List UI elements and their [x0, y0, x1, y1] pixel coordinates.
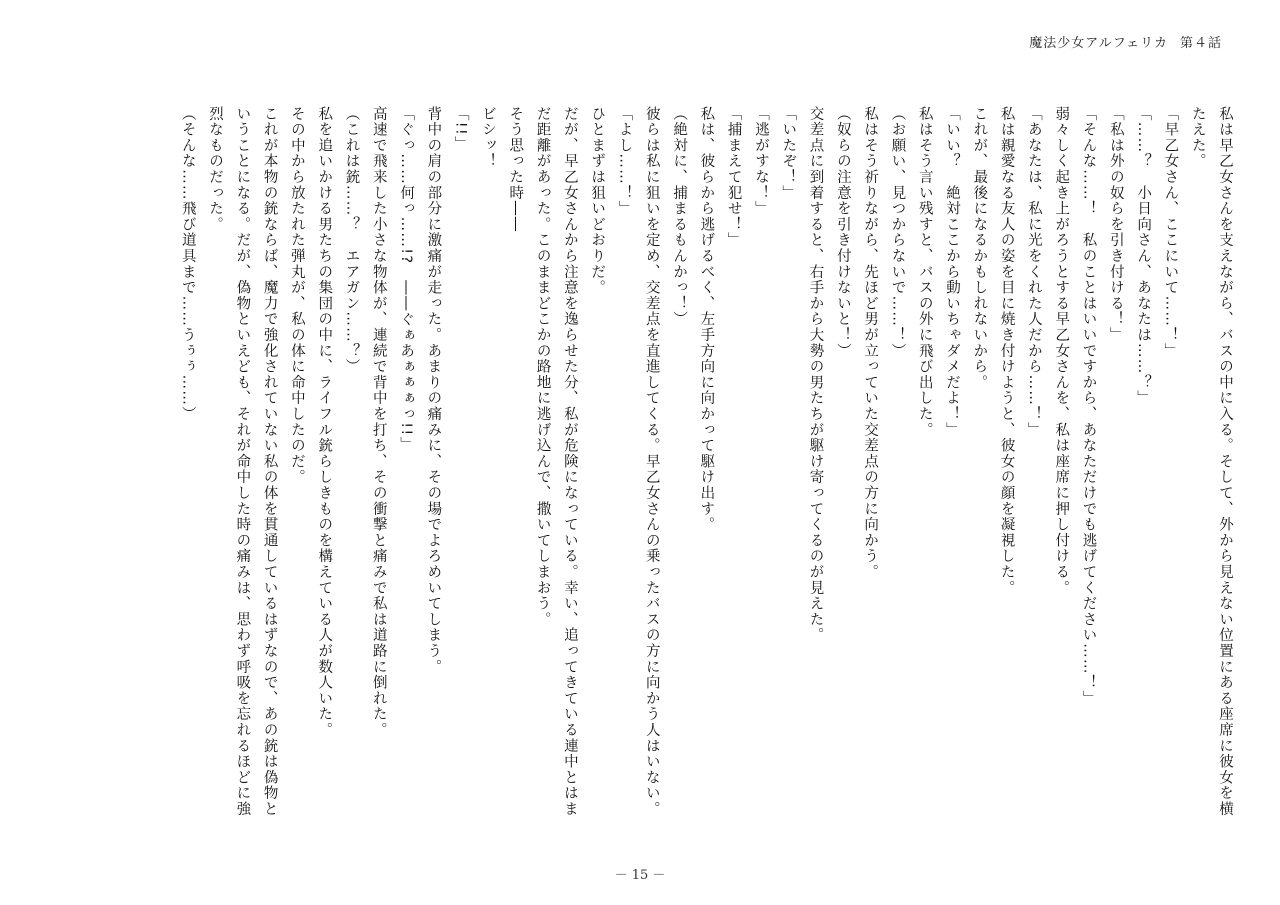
paragraph: 「逃がすな！」 [752, 106, 769, 217]
page-number: － 15 － [614, 868, 666, 883]
paragraph: 「!!」 [452, 106, 469, 152]
paragraph: （これは銃……？ エアガン……？） [343, 106, 360, 375]
paragraph: （そんな……飛び道具まで……うぅぅ……） [179, 106, 196, 422]
paragraph: 私は、彼らから逃げるべく、左手方向に向かって駆け出す。 [698, 106, 715, 533]
paragraph: これが本物の銃ならば、魔力で強化されていない私の体を貫通しているはずなので、あの銃は偽物ということになる。だが、偽物といえども、それが命中した時の痛みは、思わず呼吸を忘れるほどに強烈なものだった。 [207, 106, 278, 817]
book-title: 魔法少女アルフェリカ [1029, 36, 1168, 51]
paragraph: 「いたぞ！」 [780, 106, 797, 201]
paragraph: 私を追いかける男たちの集団の中に、ライフル銃らしきものを構えている人が数人いた。 [316, 106, 333, 738]
paragraph: 私は早乙女さんを支えながら、バスの中に入る。そして、外から見えない位置にある座席に彼女を横たえた。 [1189, 106, 1233, 817]
chapter-label: 第４話 [1179, 36, 1222, 51]
paragraph: 「……？ 小日向さん、あなたは……？」 [1135, 106, 1152, 407]
vertical-body-text [58, 106, 1238, 826]
paragraph: 「ぐっ……何っ……!? ――ぐぁあぁぁぁっ!!」 [398, 106, 415, 453]
paragraph: これが、最後になるかもしれないから。 [971, 106, 988, 391]
paragraph: 「そんな……！ 私のことはいいですから、あなただけでも逃げてください……！」 [1080, 106, 1097, 707]
paragraph: 「よし……！」 [616, 106, 633, 217]
paragraph: 私は親愛なる友人の姿を目に焼き付けようと、彼女の顔を凝視した。 [998, 106, 1015, 596]
paragraph: そう思った時―― [507, 106, 524, 233]
paragraph: 私はそう言い残すと、バスの外に飛び出した。 [916, 106, 933, 438]
paragraph: 「捕まえて犯せ！」 [725, 106, 742, 249]
paragraph: だが、早乙女さんから注意を逸らせた分、私が危険になっている。幸い、追ってきている連中とはまだ距離があった。このままどこかの路地に逃げ込んで、撒いてしまおう。 [534, 106, 578, 817]
paragraph: 背中の肩の部分に激痛が走った。あまりの痛みに、その場でよろめいてしまう。 [425, 106, 442, 675]
running-header [1029, 32, 1222, 51]
paragraph: その中から放たれた弾丸が、私の体に命中したのだ。 [288, 106, 305, 486]
paragraph: 「あなたは、私に光をくれた人だから……！」 [1025, 106, 1042, 438]
paragraph: （お願い、見つからないで……！） [889, 106, 906, 359]
paragraph: 高速で飛来した小さな物体が、連続で背中を打ち、その衝撃と痛みで私は道路に倒れた。 [370, 106, 387, 738]
paragraph: 交差点に到着すると、右手から大勢の男たちが駆け寄ってくるのが見えた。 [807, 106, 824, 644]
paragraph: 彼らは私に狙いを定め、交差点を直進してくる。早乙女さんの乗ったバスの方に向かう人はいない。 [643, 106, 660, 817]
paragraph: 「いい？ 絶対ここから動いちゃダメだよ！」 [944, 106, 961, 438]
paragraph: （絶対に、捕まるもんかっ！） [671, 106, 688, 328]
paragraph: （奴らの注意を引き付けないと！） [834, 106, 851, 359]
paragraph: 「早乙女さん、ここにいて……！」 [1162, 106, 1179, 359]
paragraph: ひとまずは狙いどおりだ。 [589, 106, 606, 296]
paragraph: ビシッ！ [479, 106, 496, 170]
paragraph: 「私は外の奴らを引き付ける！」 [1107, 106, 1124, 343]
paragraph: 私はそう祈りながら、先ほど男が立っていた交差点の方に向かう。 [862, 106, 879, 580]
paragraph: 弱々しく起き上がろうとする早乙女さんを、私は座席に押し付ける。 [1053, 106, 1070, 596]
